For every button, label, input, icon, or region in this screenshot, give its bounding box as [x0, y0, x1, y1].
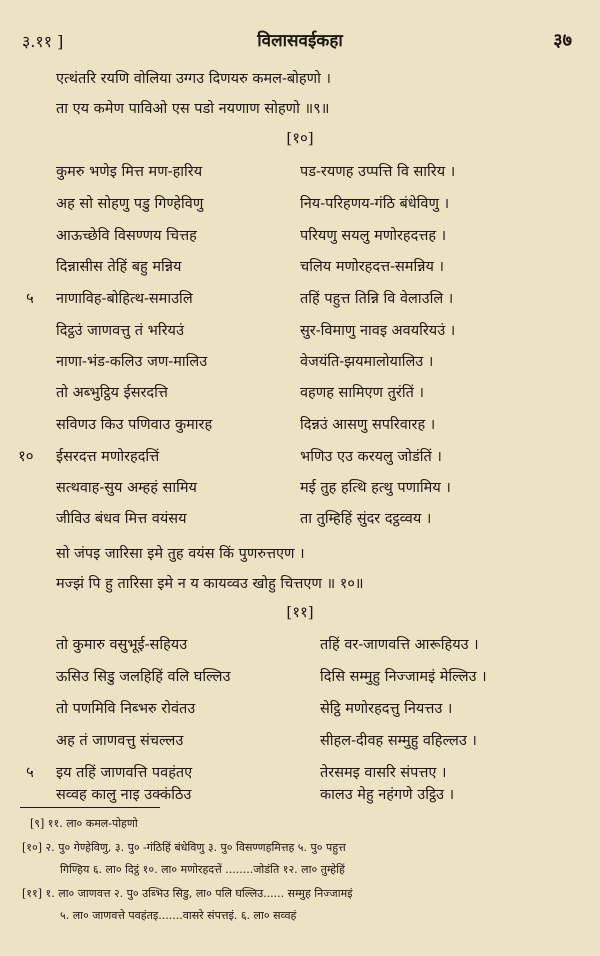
verse-left: सत्थवाह-सुय अम्हहं सामिय [56, 480, 197, 496]
verse-left: जीविउ बंधव मित्त वयंसय [56, 511, 187, 527]
verse-right: कालउ मेहु नहंगणे उट्ठिउ । [320, 787, 455, 803]
verse-left: कुमरु भणेइ मित्त मण-हारिय [56, 164, 203, 180]
verse-line: एत्थंतरि रयणि वोलिया उग्गउ दिणयरु कमल-बोहणो । [56, 71, 331, 87]
verse-right: सेट्ठि मणोरहदत्तु नियत्तउ । [320, 701, 453, 717]
line-number: ५ [26, 289, 34, 307]
verse-right: तहिं पहुत्त तिन्नि वि वेलाउलि । [300, 291, 454, 307]
verse-left: सव्वह कालु नाइ उक्कंठिउ [56, 787, 192, 803]
verse-left: दिट्ठउं जाणवत्तु तं भरियउं [56, 323, 184, 339]
footnote-rule [20, 807, 160, 808]
verse-line: सो जंपइ जारिसा इमे तुह वयंस किं पुणरुत्तएण । [56, 546, 305, 562]
verse-left: इय तहिं जाणवत्ति पवहंतए [56, 765, 193, 781]
verse-right: सीहल-दीवह सम्मुहु वहिल्लउ । [320, 733, 477, 749]
verse-left: तो कुमारु वसुभूई-सहियउ [56, 637, 188, 653]
verse-left: सविणउ किउ पणिवाउ कुमारह [56, 417, 213, 433]
verse-left: अह तं जाणवत्तु संचल्लउ [56, 733, 184, 749]
verse-left: ईसरदत्त मणोरहदत्तिं [56, 449, 160, 465]
running-title: विलासवईकहा [257, 31, 343, 51]
verse-right: सुर-विमाणु नावइ अवयरियउं । [300, 323, 456, 339]
verse-left: तो अब्भुट्ठिय ईसरदत्ति [56, 385, 168, 401]
page-number: ३७ [553, 30, 572, 51]
verse-right: दिन्नउं आसणु सपरिवारह । [300, 417, 436, 433]
footnote: गिण्हिय ६. ला० दिट्ठं १०. ला० मणोरहदत्तें ........जोडंति १२. ला० तुम्हेहिं [60, 863, 345, 876]
verse-right: ता तुम्हिहिं सुंदर दट्ठव्वय । [300, 511, 432, 527]
verse-right: मई तुह हत्थि हत्थु पणामिय । [300, 480, 451, 496]
verse-right: चलिय मणोरहदत्त-समन्निय । [300, 259, 444, 275]
verse-right: वहणह सामिएण तुरंतिं । [300, 385, 424, 401]
verse-right: पड-रयणह उप्पत्ति वि सारिय । [300, 164, 456, 180]
footnote: ५. ला० जाणवत्ते पवहंतइ.......वासरे संपत्तइं. ६. ला० सव्वहं [60, 909, 297, 922]
section-number: [१०] [286, 129, 314, 147]
section-number: [११] [286, 603, 314, 621]
verse-right: तेरसमइ वासरि संपत्तए । [320, 765, 447, 781]
verse-left: तो पणमिवि निब्भरु रोवंतउ [56, 701, 196, 717]
verse-right: वेजयंति-झयमालोयालिउ । [300, 354, 434, 370]
verse-left: आऊच्छेवि विसण्णय चित्तह [56, 228, 197, 244]
verse-left: नाणा-भंड-कलिउ जण-मालिउ [56, 354, 208, 370]
verse-left: नाणाविह-बोहित्थ-समाउलि [56, 291, 193, 307]
verse-right: भणिउ एउ करयलु जोडंतिं । [300, 449, 442, 465]
verse-left: ऊसिउ सिडु जलहिहिं वलि घल्लिउ [56, 669, 231, 685]
verse-line: ता एय कमेण पाविओ एस पडो नयणाण सोहणो ॥९॥ [56, 101, 330, 117]
verse-right: परियणु सयलु मणोरहदत्तह । [300, 228, 447, 244]
verse-right: तहिं वर-जाणवत्ति आरूहियउ । [320, 637, 479, 653]
footnote: [९] ११. ला० कमल-पोहणो [30, 817, 138, 830]
verse-left: अह सो सोहणु पडु गिण्हेविणु [56, 196, 204, 212]
verse-left: दिन्नासीस तेहिं बहु मन्निय [56, 259, 182, 275]
verse-right: दिसि सम्मुहु निज्जामइं मेल्लिउ । [320, 669, 487, 685]
footnote: [११] १. ला० जाणवत्त २. पु० उब्भिउ सिडु, ला० पलि घल्लिउ...... सम्मुह निज्जामइं [22, 887, 353, 900]
line-number: ५ [26, 763, 34, 781]
verse-line: मज्झं पि हु तारिसा इमे न य कायव्वउ खोहु चित्तएण ॥ १०॥ [56, 576, 364, 592]
section-ref: ३.११ ] [22, 32, 64, 51]
footnote: [१०] २. पु० गेण्हेविणु, ३. पु० -गंठिहिं बंधेविणु ३. पु० विसण्णहमित्तह ५. पु० पहुत्त [22, 841, 346, 854]
verse-right: निय-परिहणय-गंठि बंधेविणु । [300, 196, 450, 212]
line-number: १० [18, 447, 34, 465]
